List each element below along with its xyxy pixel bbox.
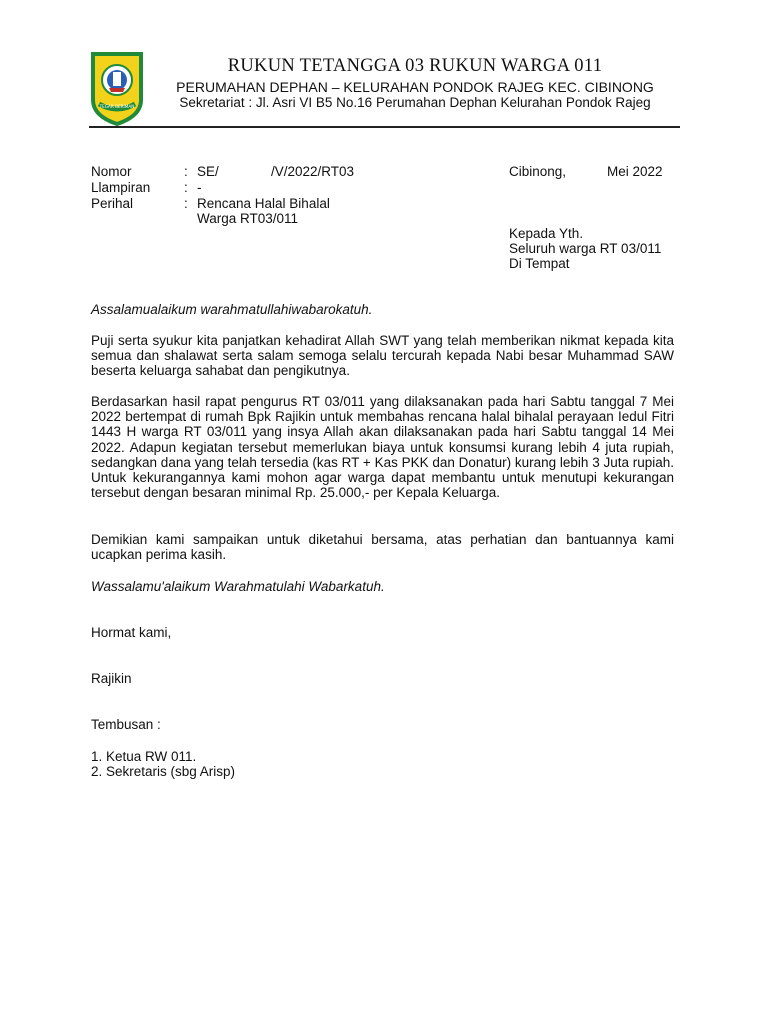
nomor-colon: :: [184, 164, 188, 179]
letterhead-address: Sekretariat : Jl. Asri VI B5 No.16 Perumahan Dephan Kelurahan Pondok Rajeg: [179, 95, 651, 110]
nomor-value-suffix: /V/2022/RT03: [271, 164, 355, 179]
closing-salutation: Wassalamu'alaikum Warahmatulahi Wabarkatuh.: [91, 579, 385, 594]
signature-regards: Hormat kami,: [91, 625, 172, 640]
body-paragraph-3: Demikian kami sampaikan untuk diketahui bersama, atas perhatian dan bantuannya kami ucapkan perima kasih.: [91, 532, 674, 563]
perihal-colon: :: [184, 196, 188, 211]
nomor-value-prefix: SE/: [197, 164, 219, 179]
perihal-label: Perihal: [91, 196, 134, 211]
signature-name: Rajikin: [91, 671, 132, 686]
recipient-line-1: Kepada Yth.: [509, 226, 584, 241]
letter-city: Cibinong,: [509, 164, 567, 179]
lampiran-value: -: [197, 180, 202, 195]
perihal-line-2: Warga RT03/011: [197, 211, 299, 226]
greeting: Assalamualaikum warahmatullahiwabarokatuh.: [91, 302, 373, 317]
body-paragraph-2: Berdasarkan hasil rapat pengurus RT 03/011 yang dilaksanakan pada hari Sabtu tanggal 7 Mei 2022 bertempat di rumah Bpk Rajikin untuk membahas rencana halal bihalal perayaan Iedul Fitri 1443 H warga RT 03/011 yang insya Allah akan dilaksanakan pada hari Sabtu tanggal 14 Mei 2022. Adapun kegiatan tersebut memerlukan biaya untuk konsumsi kurang lebih 4 juta rupiah, sedangkan dana yang telah tersedia (kas RT + Kas PKK dan Donatur) kurang lebih 3 Juta rupiah. Untuk kekurangannya kami mohon agar warga dapat membantu untuk menutupi kekurangan tersebut dengan besaran minimal Rp. 25.000,- per Kepala Keluarga.: [91, 394, 674, 501]
cc-item: 2. Sekretaris (sbg Arisp): [91, 764, 236, 779]
lampiran-label: Llampiran: [91, 180, 151, 195]
cc-item: 1. Ketua RW 011.: [91, 749, 197, 764]
letterhead-title: RUKUN TETANGGA 03 RUKUN WARGA 011: [227, 56, 603, 76]
nomor-label: Nomor: [91, 164, 132, 179]
letterhead-divider: [89, 126, 680, 128]
lampiran-colon: :: [184, 180, 188, 195]
recipient-line-2: Seluruh warga RT 03/011: [509, 241, 662, 256]
letter-date: Mei 2022: [607, 164, 663, 179]
body-paragraph-1: Puji serta syukur kita panjatkan kehadirat Allah SWT yang telah memberikan nikmat kepada kita semua dan shalawat serta salam semoga selalu tercurah kepada Nabi besar Muhammad SAW beserta keluarga sahabat dan pengikutnya.: [91, 333, 674, 379]
cc-label: Tembusan :: [91, 717, 161, 732]
bogor-regency-crest-logo: [89, 50, 145, 126]
letterhead-subtitle: PERUMAHAN DEPHAN – KELURAHAN PONDOK RAJEG KEC. CIBINONG: [176, 79, 654, 95]
logo-motto: TEGAR BERIMAN: [99, 104, 135, 109]
recipient-line-3: Di Tempat: [509, 256, 570, 271]
perihal-line-1: Rencana Halal Bihalal: [197, 196, 330, 211]
